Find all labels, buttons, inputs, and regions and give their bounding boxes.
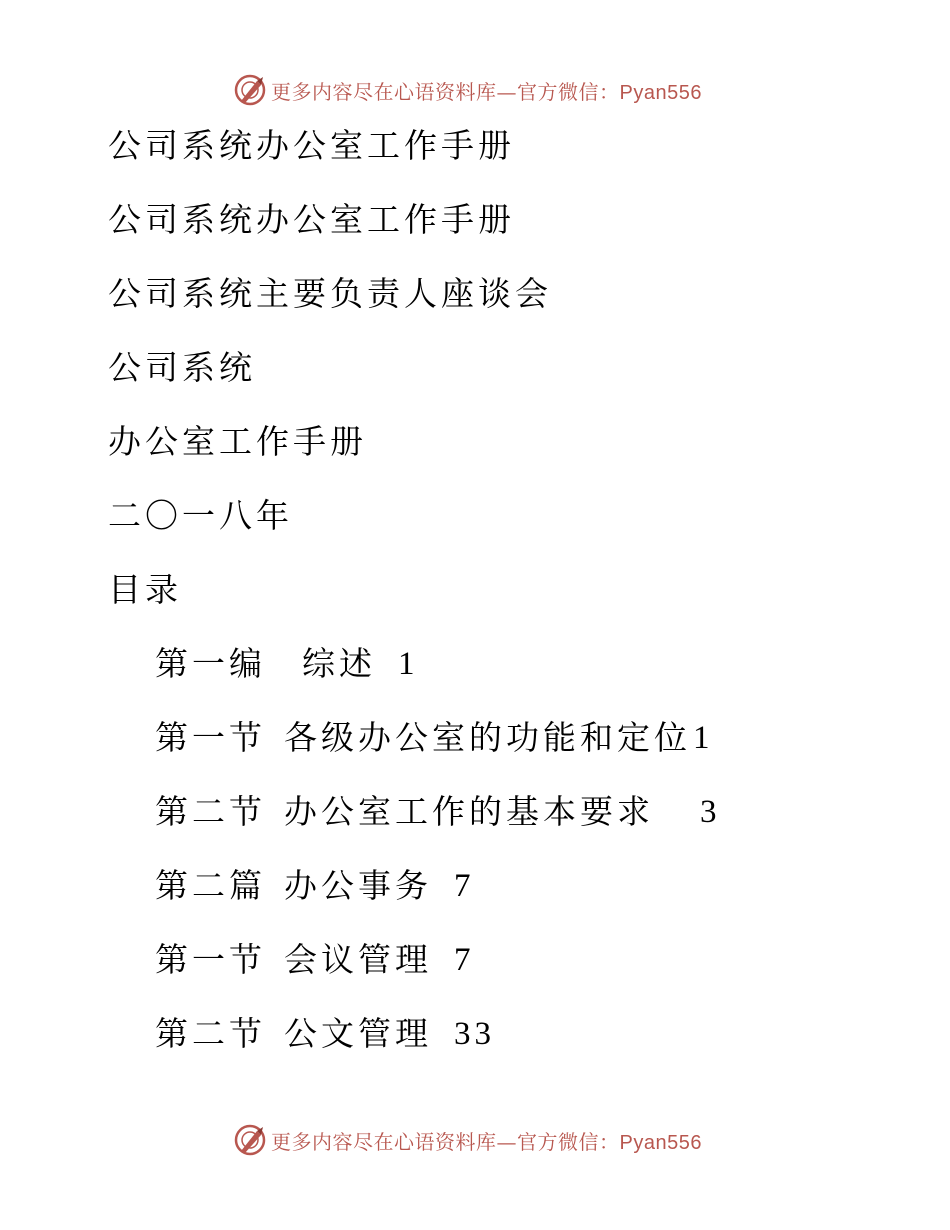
- banner-text: 更多内容尽在心语资料库—官方微信：Pyan556: [271, 79, 702, 104]
- toc-entry: [155, 792, 721, 832]
- pen-logo-icon: [233, 1123, 267, 1157]
- toc-entry: [155, 644, 419, 684]
- wechat-id: Pyan556: [619, 81, 702, 104]
- footer-banner: [233, 1122, 702, 1158]
- toc-entry-title: 会议管理: [284, 940, 432, 979]
- pen-logo-icon: [233, 73, 267, 107]
- toc-entry-page: 1: [693, 720, 714, 756]
- toc-entry-label: 第一节: [155, 940, 266, 979]
- doc-cover-line: 公司系统: [108, 348, 256, 387]
- toc-entry-title: 综述: [302, 644, 376, 683]
- toc-heading: 目录: [108, 570, 182, 609]
- toc-entry-label: 第二节: [155, 1014, 266, 1053]
- toc-entry-label: 第二节: [155, 792, 266, 831]
- wechat-id: Pyan556: [619, 1131, 702, 1154]
- doc-year-line: 二〇一八年: [108, 496, 293, 535]
- toc-entry-page: 33: [454, 1016, 495, 1052]
- toc-entry-title: 办公事务: [284, 866, 432, 905]
- header-banner: [233, 72, 702, 108]
- toc-entry-title: 公文管理: [284, 1014, 432, 1053]
- toc-entry-label: 第一节: [155, 718, 266, 757]
- toc-entry-label: 第一编: [155, 644, 266, 683]
- banner-text: 更多内容尽在心语资料库—官方微信：Pyan556: [271, 1129, 702, 1154]
- toc-entry-page: 3: [700, 794, 721, 830]
- toc-entry: [155, 940, 475, 980]
- doc-cover-line: 办公室工作手册: [108, 422, 367, 461]
- toc-entry: [155, 1014, 495, 1054]
- toc-entry-title: 各级办公室的功能和定位: [284, 718, 691, 757]
- doc-title-line: 公司系统办公室工作手册: [108, 126, 515, 165]
- toc-entry-page: 7: [454, 868, 475, 904]
- doc-title-line: 公司系统办公室工作手册: [108, 200, 515, 239]
- toc-entry-label: 第二篇: [155, 866, 266, 905]
- toc-entry-page: 7: [454, 942, 475, 978]
- toc-entry-page: 1: [398, 646, 419, 682]
- doc-subtitle-line: 公司系统主要负责人座谈会: [108, 274, 552, 313]
- toc-entry: [155, 866, 475, 906]
- toc-entry: [155, 718, 714, 758]
- toc-entry-title: 办公室工作的基本要求: [284, 792, 654, 831]
